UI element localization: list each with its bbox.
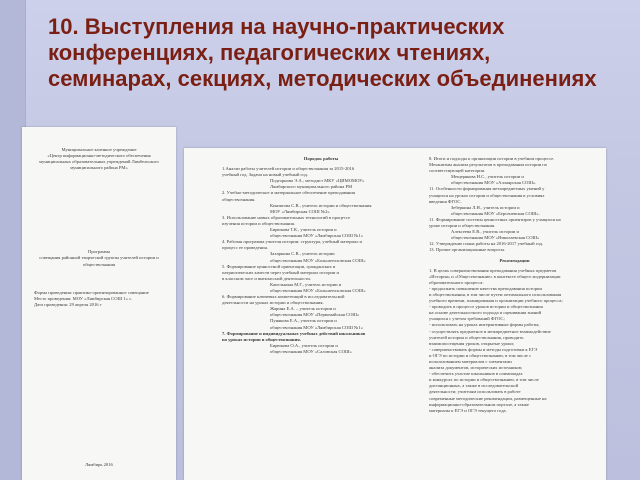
agenda-line: обществознания МОУ «Аллаярская СОШ». [451, 180, 537, 186]
agenda-line: 2. Учебно-методическое и материальное обеспечение преподавания [222, 190, 355, 196]
agenda-line: обществознания МОУ «Лямбирская СОШ №1» [270, 324, 364, 330]
agenda-line: обществознания МОУ «Берсеневская СОШ». [451, 210, 540, 216]
agenda-line: 12. Утверждение плана работы на 2016-2017 учебный год. [429, 241, 544, 247]
agenda-line: Зеберкина Л.Н., учитель истории и [451, 204, 520, 210]
agenda-line: обществознания МОУ «Лямбирская СОШ №1» [270, 233, 364, 239]
recommendation-line: и конкурсах по истории и обществознанию, в том числе [429, 377, 539, 383]
document-page-agenda [184, 148, 606, 480]
agenda-title: Порядок работы [303, 156, 339, 161]
agenda-line: уроке истории и обществознания. [429, 223, 496, 229]
header-line: муниципальных образовательных учреждений Лямбельского [39, 159, 159, 165]
recommendations-title: Рекомендации [499, 257, 530, 263]
meeting-details [22, 290, 176, 308]
recommendation-line: учебного времени, планирования и организации учебного процесса; [429, 298, 563, 304]
agenda-line: патриотических качеств через учебный материал истории и [222, 269, 339, 275]
detail-line: Дата проведения: 29 апреля 2016 г [34, 301, 102, 307]
program-heading [22, 249, 176, 267]
recommendation-line: - обеспечить участие школьников в олимпиадах [429, 371, 523, 377]
header-line: «Центр информационно-методического обеспечения [47, 153, 151, 159]
agenda-column [222, 148, 420, 480]
agenda-line: Бирюкова Т.К., учитель истории и [270, 227, 337, 233]
recommendation-line: - совершенствовать формы и методы подготовки к ЕГЭ [429, 346, 538, 352]
agenda-line: Жарина Е.А. – учитель истории и [270, 306, 336, 312]
recommendation-line: информационно-образовательном портале, а также [429, 401, 529, 407]
agenda-line: Бирюкова О.А., учитель истории и [270, 342, 338, 348]
agenda-line: МОУ «Лямбирская СОШ №2» [270, 208, 330, 214]
agenda-line: в классном часе и внеклассной деятельности. [222, 275, 312, 281]
agenda-line: 6. Формирование ключевых компетенций в исследовательской [222, 294, 345, 300]
recommendation-line: материалы к ЕГЭ и ОГЭ текущего года. [429, 407, 507, 413]
program-line: обществознания [82, 261, 116, 267]
agenda-line: 11. Формирование системы ценностных ориентиров у учащихся на [429, 216, 561, 222]
recommendation-line: - осуществлять предметное и межпредметное взаимодействие [429, 328, 551, 334]
recommendation-line: деятельности; учителям использовать в работе [429, 389, 521, 395]
agenda-line: обществознания. [222, 196, 256, 202]
agenda-line: Пунякова Е.А., учитель истории и [270, 318, 337, 324]
agenda-line: обществознания МОУ «Большеелховская СОШ» [270, 257, 366, 263]
recommendation-line: - проводить в процессе уроков истории и обществознания [429, 304, 543, 310]
agenda-line: Механизмы анализа результатов в преподавании истории по [429, 162, 548, 168]
recommendation-line: учащихся с учетом требований ФГОС; [429, 316, 505, 322]
place-year: Лямбирь 2016 [85, 461, 113, 467]
recommendation-line: анализа документов, исторических источников; [429, 365, 523, 371]
slide-title: 10. Выступления на научно-практических конференциях, педагогических чтениях, семинарах, секциях, методических объединениях [48, 14, 597, 91]
recommendation-line: «История» и «Обществознание» в контексте общего модернизации [429, 273, 561, 279]
recommendation-line: и ОГЭ по истории и обществознанию, в том числе с [429, 352, 531, 358]
agenda-line: учебный год. Задачи на новый учебный год. [222, 172, 308, 178]
agenda-line: 7. Формирование и индивидуальных учебных действий школьников [222, 330, 366, 336]
detail-line: Форма проведения: практико-ориентированное совещание [34, 289, 149, 295]
recommendation-line: использованием материалов с элементами [429, 359, 512, 364]
recommendation-line: 1. В целях совершенствования преподавания учебных предметов [429, 267, 557, 273]
agenda-line: соответствующей категории. [429, 168, 486, 174]
recommendation-line: образовательного процесса: [429, 279, 484, 285]
agenda-line: обществознания МОУ «Саловская СОШ» [270, 348, 352, 354]
agenda-line: Лямбирского муниципального района РМ [270, 184, 353, 190]
agenda-line: 11. Особенности формирования метапредметных умений у [429, 186, 545, 192]
program-line: Программа [88, 249, 110, 255]
agenda-line: 8. Итоги и подходы к организации истории в учебном процессе. [429, 156, 555, 161]
recommendation-line: современные методические рекомендации, размещенные на [429, 395, 547, 401]
agenda-line: изучения истории и обществознания. [222, 220, 296, 226]
agenda-line: Мещерякова Н.С., учитель истории и [451, 174, 524, 180]
agenda-line: обществознания МОУ «Николаевская СОШ» [451, 235, 540, 241]
recommendation-line: на основе деятельностного подхода и оценивания знаний [429, 310, 542, 316]
detail-line: Место проведения: МОУ «Лямбирская СОШ 1» с. [34, 295, 133, 301]
agenda-line: 1.Анализ работы учителей истории и обществознания за 2015-2016 [222, 166, 355, 172]
agenda-line: учащихся на уроках истории и обществознания в условиях [429, 192, 545, 198]
agenda-line: обществознания МОУ «Первомайская СОШ» [270, 312, 360, 318]
agenda-line: 13. Прочие организационные вопросы. [429, 247, 506, 253]
recommendation-line: учителей истории и обществознания, проводить [429, 334, 524, 340]
agenda-line: 3. Использование новых образовательных технологий в процессе [222, 214, 351, 220]
header-line: муниципального района РМ» [70, 165, 128, 171]
agenda-line: Подгорнова Э.А., методист МКУ «ЦИМОМОУ» [270, 178, 365, 184]
recommendation-line: - использовать на уроках интерактивные формы работы; [429, 322, 540, 328]
agenda-line: на уроках истории и обществознания. [222, 336, 301, 342]
institution-header [22, 127, 176, 171]
agenda-line: деятельности на уроках истории и обществознания. [222, 300, 324, 306]
document-page-title [22, 127, 176, 480]
recommendation-line: - продолжить повышение качества преподавания истории [429, 285, 542, 291]
recommendation-line: взаимопосещения уроков, открытые уроки; [429, 340, 515, 346]
agenda-line: Захаркина С.В., учитель истории [270, 251, 335, 257]
agenda-line: Кинзягова С.В., учитель истории и обществознания [270, 202, 372, 208]
header-line: Муниципальное казенное учреждение [61, 147, 137, 152]
program-line: совещания районной творческой группы учителей истории и [39, 255, 159, 261]
agenda-line: обществознания МОУ «Большеелховская СОШ» [270, 287, 366, 293]
agenda-line: процесс ее проведения. [222, 245, 268, 251]
agenda-line: Алексеева Е.В., учитель истории и [451, 229, 519, 235]
agenda-line: введения ФГОС. [429, 198, 462, 204]
agenda-line: 4. Рабочая программа учителя истории: структура, учебный материал и [222, 239, 362, 245]
recommendation-line: дистанционных, а также в исследовательской [429, 383, 519, 389]
recommendation-line: и обществознания, в том числе путем оптимального использования [429, 291, 562, 297]
agenda-continued-column [429, 148, 600, 480]
agenda-line: 5. Формирование ценностной ориентации, гражданских и [222, 263, 336, 269]
agenda-line: Капелькина М.Г., учитель истории и [270, 281, 342, 287]
